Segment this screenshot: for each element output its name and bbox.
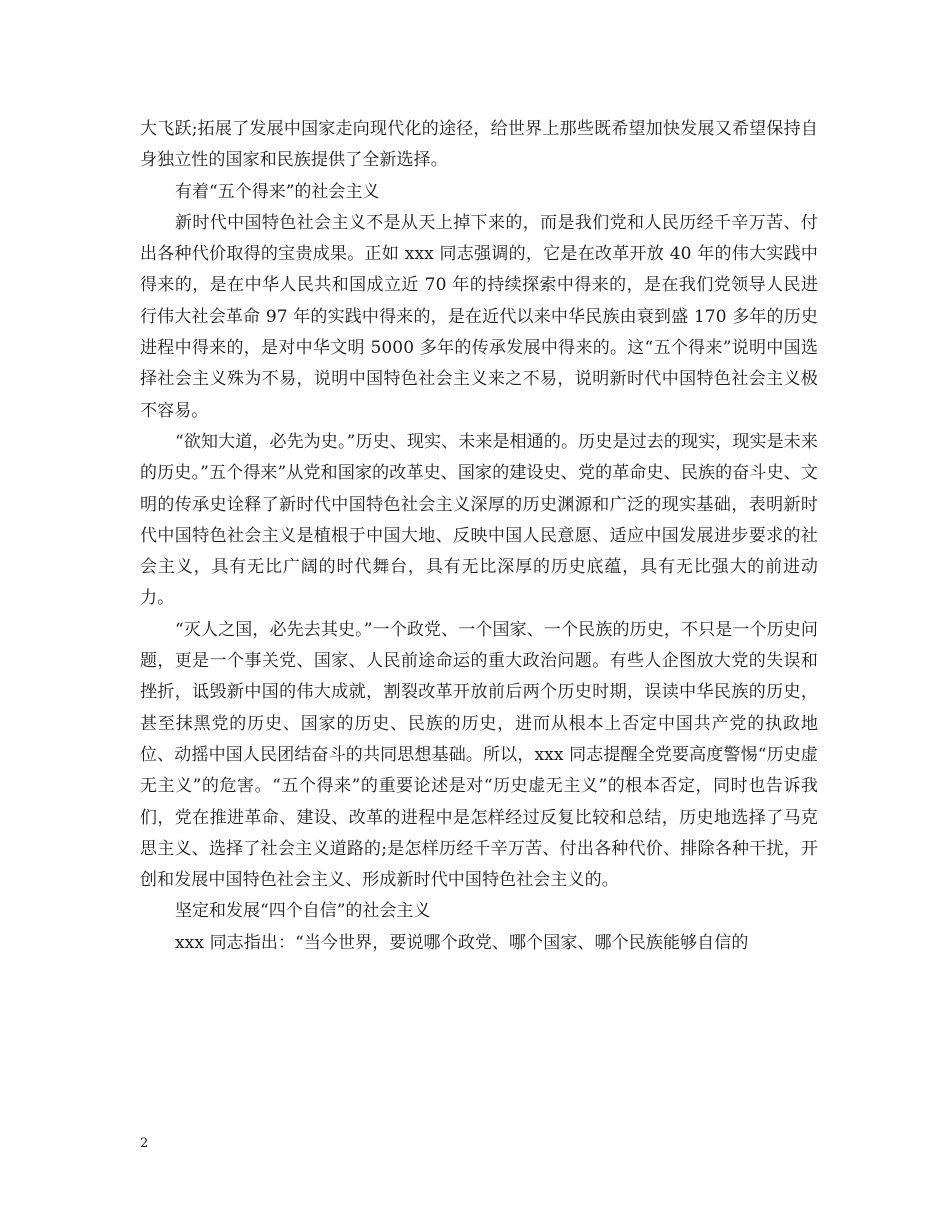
- section-heading-five-origins: 有着“五个得来”的社会主义: [175, 181, 380, 202]
- section-heading-four-confidences: 坚定和发展“四个自信”的社会主义: [175, 901, 431, 922]
- page-number: 2: [140, 1136, 149, 1151]
- paragraph-historical-nihilism: “灭人之国，必先去其史。”一个政党、一个国家、一个民族的历史，不只是一个历史问题，更是一个事关党、国家、人民前途命运的重大政治问题。有些人企图放大党的失误和挫折，诋毁新中国的伟大成就，割裂改革开放前后两个历史时期，误读中华民族的历史，甚至抹黑党的历史、国家的历史、民族的历史，进而从根本上否定中国共产党的执政地位、动摇中国人民团结奋斗的共同思想基础。所以，xxx 同志提醒全党要高度警惕“历史虚无主义”的危害。“五个得来”的重要论述是对“历史虚无主义”的根本否定，同时也告诉我们，党在推进革命、建设、改革的进程中是怎样经过反复比较和总结，历史地选择了马克思主义、选择了社会主义道路的;是怎样历经千辛万苦、付出各种代价、排除各种干扰，开创和发展中国特色社会主义、形成新时代中国特色社会主义的。: [140, 619, 818, 891]
- paragraph-history-reality: “欲知大道，必先为史。”历史、现实、未来是相通的。历史是过去的现实，现实是未来的历史。”五个得来”从党和国家的改革史、国家的建设史、党的革命史、民族的奋斗史、文明的传承史诠释了新时代中国特色社会主义深厚的历史渊源和广泛的现实基础，表明新时代中国特色社会主义是植根于中国大地、反映中国人民意愿、适应中国发展进步要求的社会主义，具有无比广阔的时代舞台，具有无比深厚的历史底蕴，具有无比强大的前进动力。: [140, 431, 818, 609]
- document-body: [140, 114, 818, 959]
- paragraph-confidence-quote: xxx 同志指出：“当今世界，要说哪个政党、哪个国家、哪个民族能够自信的: [175, 932, 749, 953]
- paragraph-five-origins: 新时代中国特色社会主义不是从天上掉下来的，而是我们党和人民历经千辛万苦、付出各种代价取得的宝贵成果。正如 xxx 同志强调的，它是在改革开放 40 年的伟大实践中得来的，是在中华人民共和国成立近 70 年的持续探索中得来的，是在我们党领导人民进行伟大社会革命 97 年的实践中得来的，是在近代以来中华民族由衰到盛 170 多年的历史进程中得来的，是对中华文明 5000 多年的传承发展中得来的。这“五个得来”说明中国选择社会主义殊为不易，说明中国特色社会主义来之不易，说明新时代中国特色社会主义极不容易。: [140, 212, 818, 421]
- paragraph-continuation: 大飞跃;拓展了发展中国家走向现代化的途径，给世界上那些既希望加快发展又希望保持自身独立性的国家和民族提供了全新选择。: [140, 119, 818, 171]
